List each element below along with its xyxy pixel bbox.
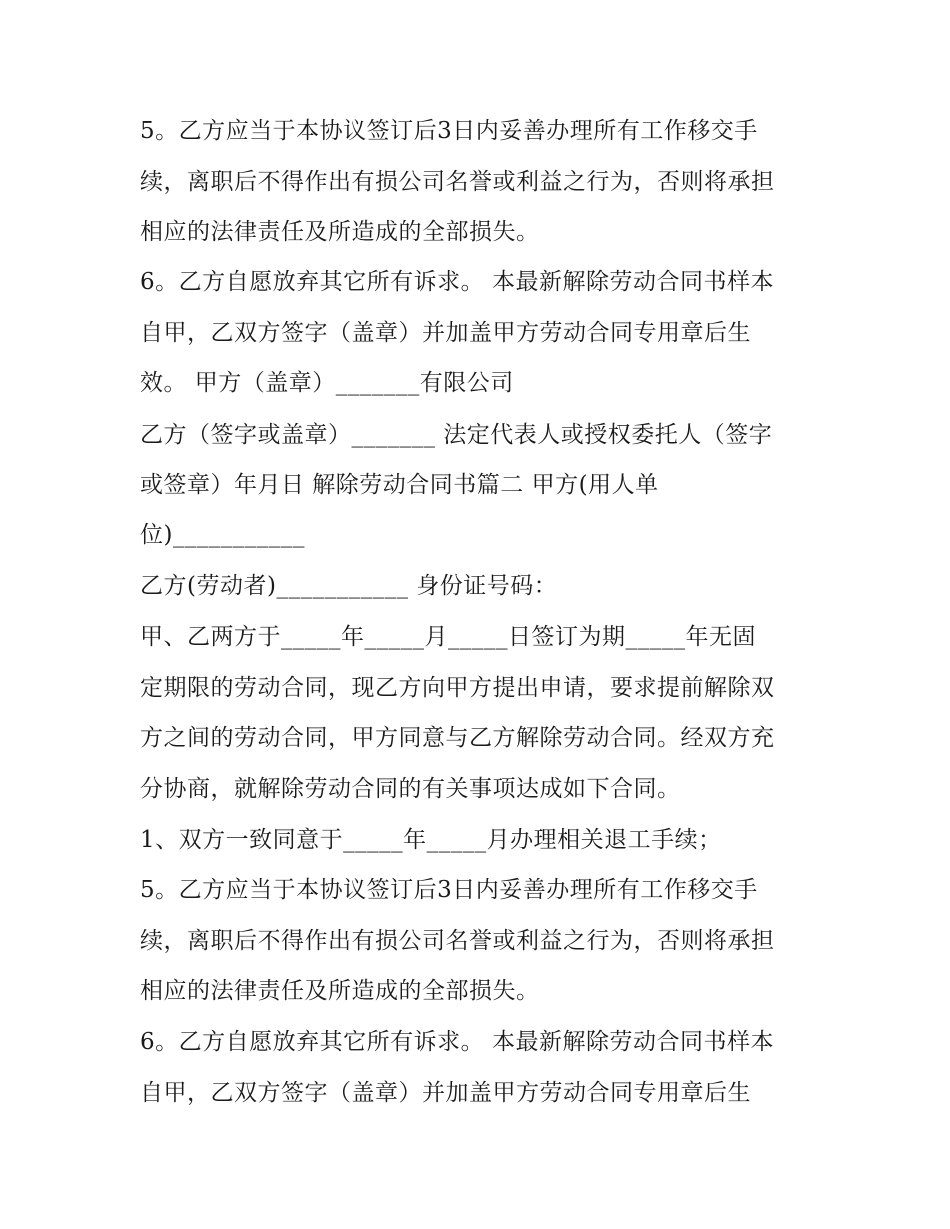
text-line: 自甲，乙双方签字（盖章）并加盖甲方劳动合同专用章后生: [140, 320, 751, 346]
text-line: 分协商，就解除劳动合同的有关事项达成如下合同。: [140, 776, 681, 802]
text-line: 方之间的劳动合同，甲方同意与乙方解除劳动合同。经双方充: [140, 725, 775, 751]
text-line: 自甲，乙双方签字（盖章）并加盖甲方劳动合同专用章后生: [140, 1080, 751, 1106]
text-line: 乙方（签字或盖章）_______ 法定代表人或授权委托人（签字: [140, 422, 773, 448]
text-line: 6。乙方自愿放弃其它所有诉求。 本最新解除劳动合同书样本: [140, 1029, 774, 1055]
text-line: 6。乙方自愿放弃其它所有诉求。 本最新解除劳动合同书样本: [140, 269, 774, 295]
text-line: 甲、乙两方于_____年_____月_____日签订为期_____年无固: [140, 624, 756, 650]
text-line: 5。乙方应当于本协议签订后3日内妥善办理所有工作移交手: [140, 118, 758, 144]
text-line: 相应的法律责任及所造成的全部损失。: [140, 978, 540, 1004]
text-line: 定期限的劳动合同，现乙方向甲方提出申请，要求提前解除双: [140, 675, 775, 701]
text-line: 续，离职后不得作出有损公司名誉或利益之行为，否则将承担: [140, 928, 775, 954]
text-line: 位)___________: [140, 522, 305, 548]
text-line: 5。乙方应当于本协议签订后3日内妥善办理所有工作移交手: [140, 877, 758, 903]
text-line: 或签章）年月日 解除劳动合同书篇二 甲方(用人单: [140, 472, 659, 498]
text-line: 效。 甲方（盖章）_______有限公司: [140, 370, 514, 396]
text-line: 相应的法律责任及所造成的全部损失。: [140, 219, 540, 245]
text-line: 乙方(劳动者)___________ 身份证号码：: [140, 573, 558, 599]
text-line: 续，离职后不得作出有损公司名誉或利益之行为，否则将承担: [140, 169, 775, 195]
text-line: 1、双方一致同意于_____年_____月办理相关退工手续；: [140, 827, 722, 853]
